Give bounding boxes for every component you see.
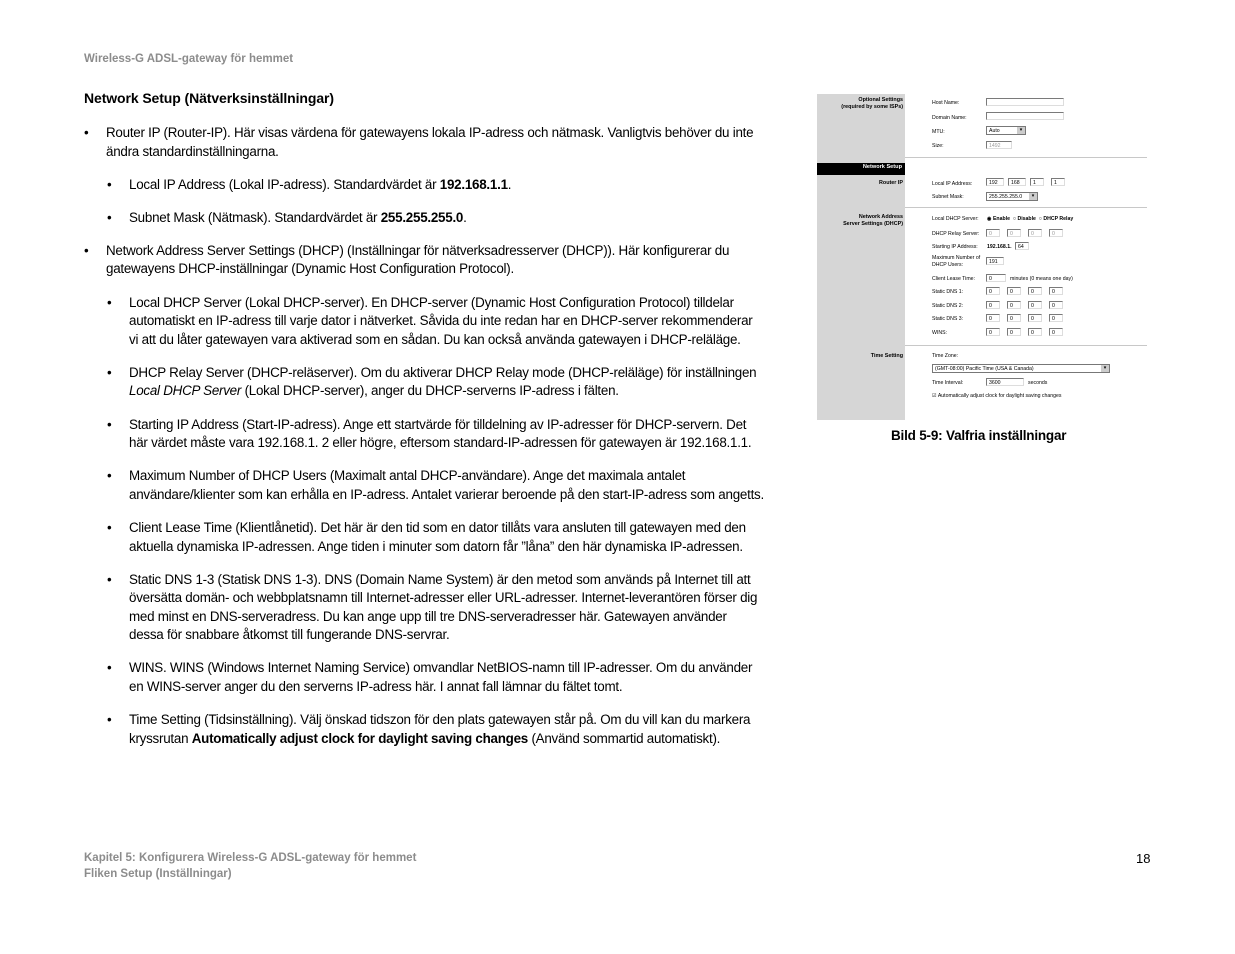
list-item: [107, 571, 764, 645]
wins-label: WINS:: [932, 330, 947, 336]
ip-octet-input[interactable]: 192: [986, 178, 1004, 186]
dns-octet-input[interactable]: 0: [1049, 301, 1063, 309]
bullet: •: [107, 294, 112, 310]
lease-note: minutes (0 means one day): [1010, 276, 1073, 282]
bullet: •: [107, 416, 112, 432]
relay-server-label: DHCP Relay Server:: [932, 231, 980, 237]
bullet: •: [107, 660, 112, 676]
bullet: •: [107, 468, 112, 484]
ip-octet-input[interactable]: 1: [1051, 178, 1065, 186]
chevron-down-icon: ▾: [1017, 127, 1025, 134]
host-name-label: Host Name:: [932, 100, 960, 106]
figure-caption: Bild 5-9: Valfria inställningar: [891, 428, 1067, 443]
time-zone-label: Time Zone:: [932, 353, 959, 359]
list-item: [107, 209, 764, 228]
dns-octet-input[interactable]: 0: [986, 301, 1000, 309]
network-setup-bar: Network Setup: [817, 163, 905, 175]
lease-time-label: Client Lease Time:: [932, 276, 975, 282]
dns-octet-input[interactable]: 0: [1028, 287, 1042, 295]
list-item: [107, 416, 764, 453]
subnet-mask-select[interactable]: 255.255.255.0 ▾: [986, 192, 1038, 201]
list-item-text: Network Address Server Settings (DHCP) (Inställningar för nätverksadresserver (DHCP)). Här konfigurerar du gatewayens DHCP-inställningar (Dynamic Host Configuration Protocol).: [106, 242, 730, 277]
subnet-mask-label: Subnet Mask:: [932, 194, 964, 200]
dns-octet-input[interactable]: 0: [1028, 314, 1042, 322]
bullet: •: [107, 519, 112, 535]
list-item-text: Maximum Number of DHCP Users (Maximalt antal DHCP-användare). Ange det maximala antalet användare/klienter som kan erhålla en IP-adress. Antalet varierar beroende på den start-IP-adress som angetts.: [129, 468, 764, 502]
bullet: •: [107, 571, 112, 587]
dns3-label: Static DNS 3:: [932, 316, 964, 322]
bullet-list: [84, 124, 764, 763]
dns-octet-input[interactable]: 0: [1007, 328, 1021, 336]
dns-octet-input[interactable]: 0: [1028, 301, 1042, 309]
list-item: [107, 659, 764, 696]
router-ip-label: Router IP: [879, 180, 903, 186]
time-zone-select[interactable]: (GMT-08:00) Pacific Time (USA & Canada) ▾: [932, 364, 1110, 373]
list-item-text: Time Setting (Tidsinställning). Välj önskad tidszon för den plats gatewayen står på. Om du vill kan du markera kryssrutan Automatically adjust clock for daylight saving changes (Använd sommartid automatiskt).: [129, 712, 751, 746]
dns-octet-input[interactable]: 0: [1049, 328, 1063, 336]
dns-octet-input[interactable]: 0: [986, 328, 1000, 336]
footer-chapter: Kapitel 5: Konfigurera Wireless-G ADSL-gateway för hemmet: [84, 852, 417, 864]
domain-name-input[interactable]: [986, 112, 1064, 120]
dns1-label: Static DNS 1:: [932, 289, 964, 295]
list-item-text: Client Lease Time (Klientlånetid). Det här är den tid som en dator tillåts vara ansluten till gatewayen med den aktuella dynamiska IP-adressen. Ange tiden i minuter som datorn får ”låna” den här dynamiska IP-adressen.: [129, 519, 746, 554]
local-dhcp-label: Local DHCP Server:: [932, 216, 979, 222]
list-item-text: WINS. WINS (Windows Internet Naming Service) omvandlar NetBIOS-namn till IP-adresser. Om du använder en WINS-server anger du den serverns IP-adress här. I annat fall lämnar du fältet tomt.: [129, 660, 753, 695]
host-name-input[interactable]: [986, 98, 1064, 106]
dns-octet-input[interactable]: 0: [1049, 287, 1063, 295]
ip-octet-input[interactable]: 1: [1030, 178, 1044, 186]
time-interval-label: Time Interval:: [932, 380, 964, 386]
ip-octet-input[interactable]: 168: [1008, 178, 1026, 186]
dns-octet-input[interactable]: 0: [1028, 328, 1042, 336]
list-item-text: Subnet Mask (Nätmask). Standardvärdet är 255.255.255.0.: [129, 209, 467, 225]
relay-octet-input[interactable]: 0: [986, 229, 1000, 237]
footer: [84, 851, 416, 882]
mtu-label: MTU:: [932, 129, 945, 135]
list-item: [107, 519, 764, 556]
dhcp-mode-radio-group[interactable]: ◉ Enable ○ Disable ○ DHCP Relay: [987, 216, 1074, 222]
list-item: [107, 364, 764, 401]
dns-octet-input[interactable]: 0: [1007, 314, 1021, 322]
relay-octet-input[interactable]: 0: [1028, 229, 1042, 237]
screenshot-figure: [817, 94, 1147, 420]
chevron-down-icon: ▾: [1101, 365, 1109, 372]
seconds-label: seconds: [1028, 380, 1048, 386]
list-item-text: Starting IP Address (Start-IP-adress). Ange ett startvärde för tilldelning av IP-adresser för DHCP-servern. Det här värdet måste vara 192.168.1. 2 eller högre, eftersom standard-IP-adressen för gatewayen är 192.168.1.1.: [129, 416, 752, 451]
page-number: 18: [1136, 851, 1151, 866]
dhcp-settings-label: Network Address Server Settings (DHCP): [843, 214, 903, 227]
time-interval-input[interactable]: 3600: [986, 378, 1024, 386]
bullet: •: [84, 125, 89, 140]
optional-settings-label: Optional Settings (required by some ISPs): [841, 97, 903, 110]
footer-section: Fliken Setup (Inställningar): [84, 867, 232, 880]
relay-octet-input[interactable]: 0: [1007, 229, 1021, 237]
lease-time-input[interactable]: 0: [986, 274, 1006, 282]
figure-sidebar: [817, 94, 905, 420]
list-item-text: Local DHCP Server (Lokal DHCP-server). En DHCP-server (Dynamic Host Configuration Protocol) tilldelar automatiskt en IP-adress till varje dator i nätverket. Såvida du inte redan har en DHCP-server rekommenderar vi att du låter gatewayen vara aktiverad som en sådan. Du kan också använda gatewayen i DHCP-reläläge.: [129, 294, 753, 347]
list-item: [107, 467, 764, 504]
list-item-text: Local IP Address (Lokal IP-adress). Standardvärdet är 192.168.1.1.: [129, 176, 512, 192]
section-title: Network Setup (Nätverksinställningar): [84, 90, 334, 106]
size-input[interactable]: 1492: [986, 141, 1012, 149]
starting-ip-input[interactable]: 64: [1015, 242, 1029, 250]
bullet: •: [107, 712, 112, 728]
divider: [905, 345, 1147, 346]
list-item-text: Router IP (Router-IP). Här visas värdena för gatewayens lokala IP-adress och nätmask. Vanligtvis behöver du inte ändra standardinställningarna.: [106, 125, 754, 159]
dns-octet-input[interactable]: 0: [986, 314, 1000, 322]
bullet: •: [107, 209, 112, 225]
bullet: •: [84, 242, 89, 258]
dns-octet-input[interactable]: 0: [1049, 314, 1063, 322]
dns-octet-input[interactable]: 0: [986, 287, 1000, 295]
local-ip-label: Local IP Address:: [932, 181, 973, 187]
list-item: [107, 294, 764, 350]
domain-name-label: Domain Name:: [932, 115, 967, 121]
starting-ip-label: Starting IP Address:: [932, 244, 978, 250]
dns2-label: Static DNS 2:: [932, 303, 964, 309]
bullet: •: [107, 176, 112, 192]
bullet: •: [107, 364, 112, 380]
list-item: [84, 242, 764, 279]
size-label: Size:: [932, 143, 944, 149]
list-item: [107, 176, 764, 195]
list-item-text: Static DNS 1-3 (Statisk DNS 1-3). DNS (Domain Name System) är den metod som används på Internet till att översätta domän- och webbplatsnamn till Internet-adresser eller URL-adresser. Internet-leverantören förser dig med minst en DNS-serveradress. Du kan ange upp till tre DNS-serveradresser här. Gatewayen använder dessa för snabbare åtkomst till fungerande DNS-servrar.: [129, 571, 758, 643]
list-item: [84, 124, 764, 161]
dns-octet-input[interactable]: 0: [1007, 301, 1021, 309]
dns-octet-input[interactable]: 0: [1007, 287, 1021, 295]
list-item: [107, 711, 764, 748]
time-setting-label: Time Setting: [870, 353, 903, 359]
list-item-text: DHCP Relay Server (DHCP-reläserver). Om du aktiverar DHCP Relay mode (DHCP-reläläge) för inställningen Local DHCP Server (Lokal DHCP-server), anger du DHCP-serverns IP-adress i fälten.: [129, 364, 757, 399]
divider: [905, 157, 1147, 158]
max-users-input[interactable]: 191: [986, 257, 1004, 265]
auto-adjust-checkbox[interactable]: ☑ Automatically adjust clock for daylight saving changes: [932, 393, 1062, 399]
running-header: Wireless-G ADSL-gateway för hemmet: [84, 53, 294, 65]
divider: [905, 207, 1147, 208]
starting-ip-prefix: 192.168.1.: [987, 244, 1012, 250]
mtu-select[interactable]: Auto ▾: [986, 126, 1026, 135]
max-users-label: Maximum Number of DHCP Users:: [932, 255, 981, 268]
relay-octet-input[interactable]: 0: [1049, 229, 1063, 237]
chevron-down-icon: ▾: [1029, 193, 1037, 200]
